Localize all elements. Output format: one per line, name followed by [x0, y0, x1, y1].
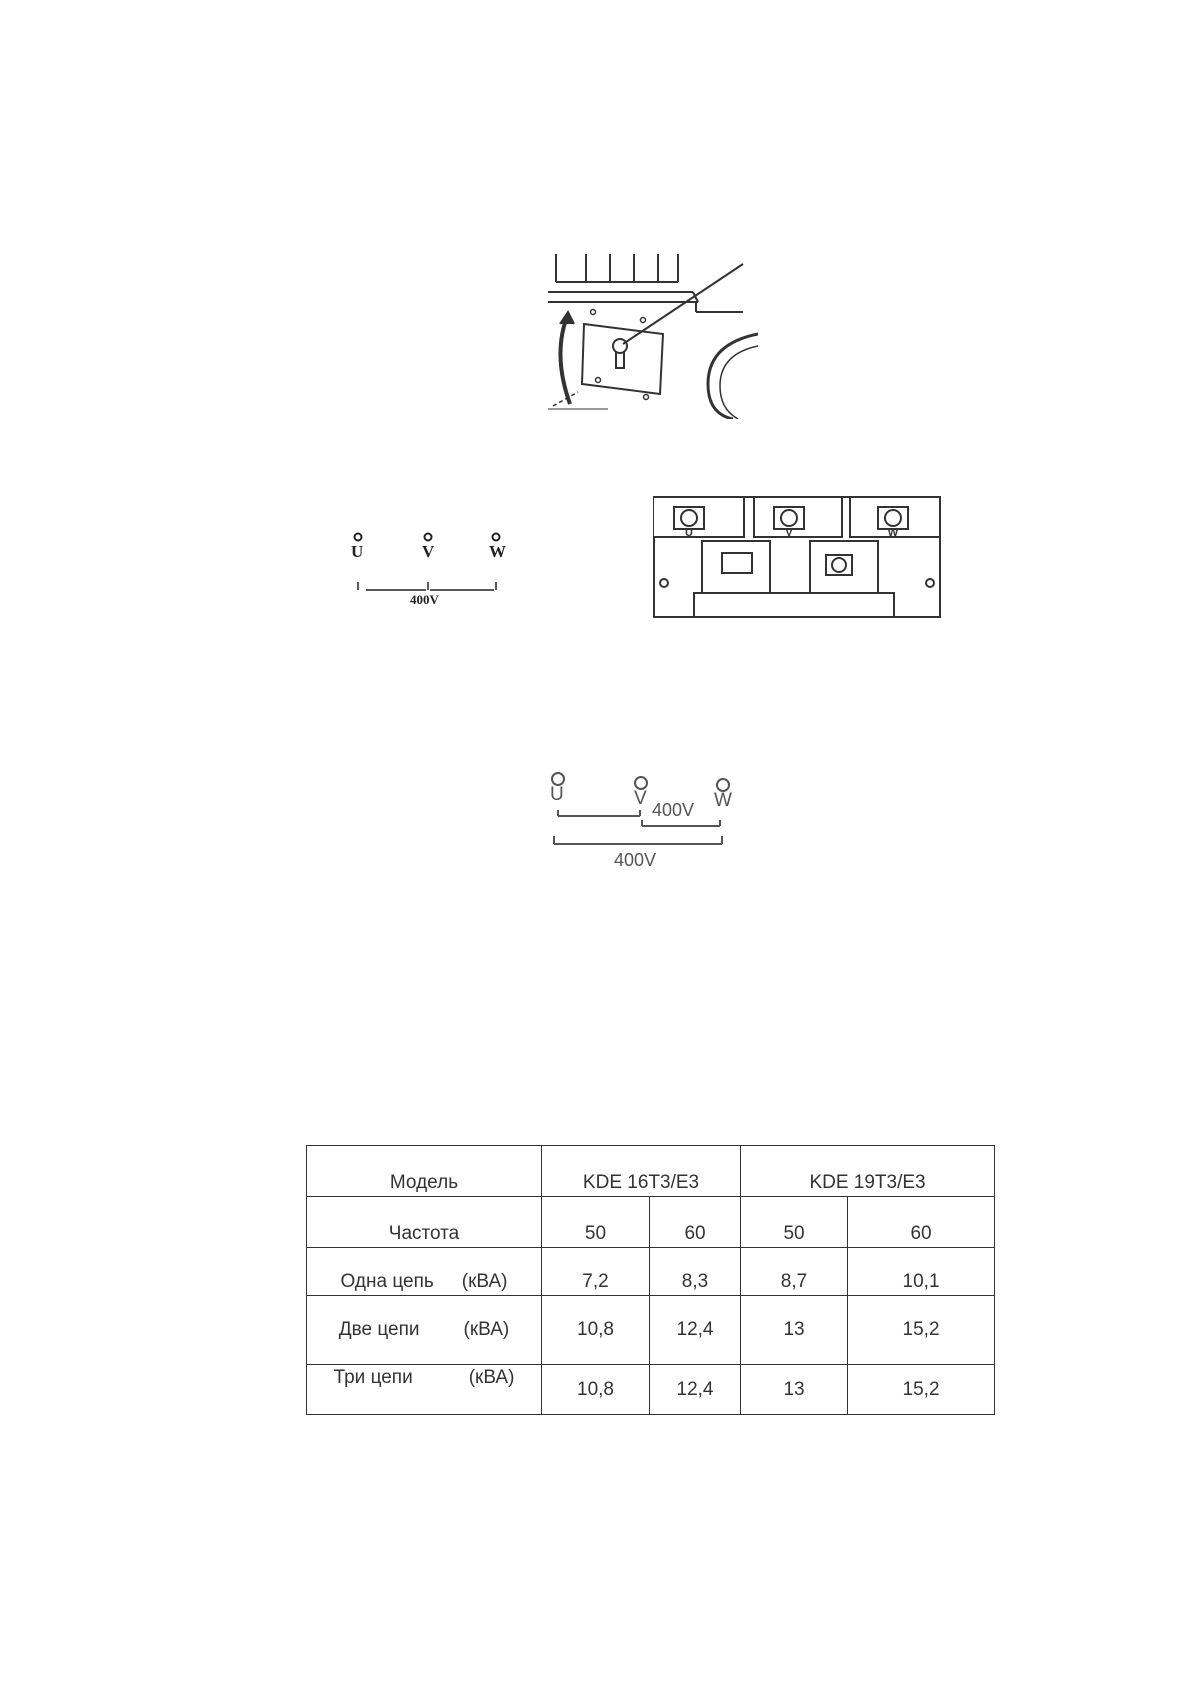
row-label: Две цепи (кВА) — [307, 1296, 542, 1365]
table-cell: 60 — [848, 1197, 995, 1248]
table-cell: 50 — [741, 1197, 848, 1248]
clipped-caption — [380, 1136, 760, 1144]
panel-switch-illustration — [548, 254, 758, 419]
label-v: V — [422, 542, 435, 561]
label-w: W — [714, 790, 732, 811]
voltage-vw-label: 400V — [652, 800, 695, 820]
uvw-diagram-mid — [548, 770, 748, 880]
voltage-label: 400V — [410, 592, 439, 607]
terminal-v-label: V — [785, 527, 793, 539]
table-cell: 50 — [542, 1197, 650, 1248]
row-label: Три цепи (кВА) — [307, 1365, 542, 1415]
terminal-w-label: W — [887, 527, 899, 539]
model-header: Модель — [307, 1146, 542, 1197]
terminal-block-illustration — [652, 495, 942, 620]
table-cell: 7,2 — [542, 1248, 650, 1296]
label-u: U — [550, 784, 564, 805]
terminal-u-label: U — [685, 527, 693, 539]
freq-header: Частота — [307, 1197, 542, 1248]
table-cell: 12,4 — [650, 1365, 741, 1415]
voltage-uw-label: 400V — [614, 850, 657, 870]
table-cell: 8,7 — [741, 1248, 848, 1296]
table-cell: 13 — [741, 1296, 848, 1365]
table-cell: 8,3 — [650, 1248, 741, 1296]
table-cell: 12,4 — [650, 1296, 741, 1365]
table-row — [307, 1248, 995, 1296]
power-spec-table — [306, 1145, 995, 1415]
table-cell: 60 — [650, 1197, 741, 1248]
table-cell: 15,2 — [848, 1296, 995, 1365]
model-b: KDE 19T3/E3 — [741, 1146, 995, 1197]
label-w: W — [489, 542, 506, 561]
table-cell: 13 — [741, 1365, 848, 1415]
row-label: Одна цепь (кВА) — [307, 1248, 542, 1296]
table-row — [307, 1296, 995, 1365]
label-v: V — [634, 788, 647, 809]
model-a: KDE 16T3/E3 — [542, 1146, 741, 1197]
label-u: U — [351, 542, 364, 561]
table-cell: 15,2 — [848, 1365, 995, 1415]
table-cell: 10,8 — [542, 1296, 650, 1365]
table-row — [307, 1197, 995, 1248]
table-row — [307, 1146, 995, 1197]
table-cell: 10,8 — [542, 1365, 650, 1415]
table-cell: 10,1 — [848, 1248, 995, 1296]
uvw-diagram-top — [350, 530, 510, 620]
table-row — [307, 1365, 995, 1415]
